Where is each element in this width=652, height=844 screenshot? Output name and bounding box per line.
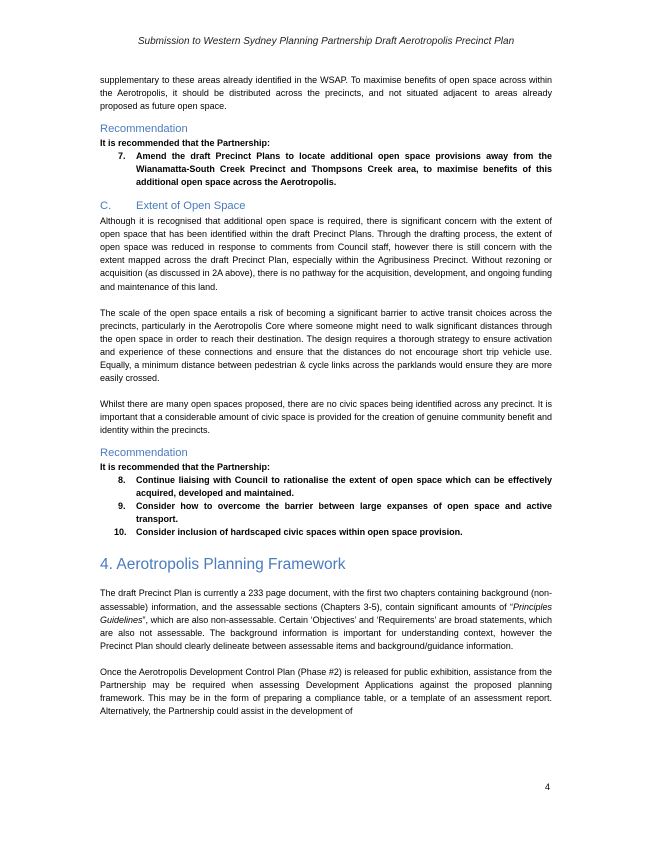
recommendation-list-2: [100, 474, 552, 539]
paragraph-text: The draft Precinct Plan is currently a 233 page document, with the first two chapters containing background (non-assessable) information, and the assessable sections (Chapters 3-5), contain significant amounts of “: [100, 588, 552, 612]
recommendation-text: Amend the draft Precinct Plans to locate additional open space provisions away from the Wianamatta-South Creek Precinct and Thompsons Creek area, to maximise benefits of this additional open space across the Aerotropolis.: [136, 150, 552, 187]
recommendation-number: 10.: [114, 527, 127, 538]
recommendation-item-10: [100, 526, 552, 539]
paragraph-development-control-plan: Once the Aerotropolis Development Control Plan (Phase #2) is released for public exhibition, assistance from the Partnership may be required when assessing Development Applications against the proposed planning framework. This may be in the form of preparing a compliance table, or a template of an assessment report. Alternatively, the Partnership could assist in the development of: [100, 666, 552, 717]
paragraph-open-space-distribution: supplementary to these areas already identified in the WSAP. To maximise benefits of open space across within the Aerotropolis, it should be distributed across the precincts, and not situated adjacent to areas already proposed as future open space.: [100, 75, 552, 112]
subheading-letter: C.: [100, 200, 112, 213]
recommendation-heading-2: Recommendation: [100, 447, 188, 460]
recommendation-number: 8.: [118, 474, 126, 485]
recommendation-heading-1: Recommendation: [100, 123, 188, 136]
recommendation-item-9: [100, 500, 552, 526]
paragraph-extent-concern: Although it is recognised that additional open space is required, there is significant concern with the extent of open space that has been identified within the draft Precinct Plans. Through the drafting process, the extent of open space was reduced in response to comments from Council staff, however there is still concern with the extent mapped across the draft Precinct Plan, especially within the Agribusiness Precinct. Without rezoning or acquisition (as discussed in 2A above), there is no pathway for the acquisition, development, and ongoing funding and maintenance of this land.: [100, 216, 552, 292]
recommendation-list-1: [100, 150, 552, 189]
recommendation-text: Consider how to overcome the barrier between large expanses of open space and active transport.: [136, 501, 552, 525]
recommendation-number: 7.: [118, 150, 126, 161]
recommendation-intro-1: It is recommended that the Partnership:: [100, 138, 271, 149]
italic-term: Principles Guidelines: [100, 601, 552, 625]
recommendation-text: Consider inclusion of hardscaped civic spaces within open space provision.: [136, 527, 463, 538]
document-body: [100, 74, 552, 718]
recommendation-intro-2: It is recommended that the Partnership:: [100, 462, 271, 473]
paragraph-civic-spaces: Whilst there are many open spaces proposed, there are no civic spaces being identified across any precinct. It is important that a considerable amount of civic space is provided for the creation of genuine community benefit and identity within the precincts.: [100, 399, 552, 436]
page-header: Submission to Western Sydney Planning Partnership Draft Aerotropolis Precinct Plan: [137, 36, 515, 47]
recommendation-item-8: [100, 474, 552, 500]
section-heading-planning-framework: 4. Aerotropolis Planning Framework: [100, 556, 346, 574]
paragraph-precinct-plan-document: [100, 587, 552, 652]
recommendation-text: Continue liaising with Council to rationalise the extent of open space which can be effectively acquired, developed and maintained.: [136, 474, 552, 499]
subheading-extent-of-open-space: [100, 200, 552, 213]
recommendation-item-7: [100, 150, 552, 189]
paragraph-scale-barrier: The scale of the open space entails a risk of becoming a significant barrier to active transit choices across the precincts, particularly in the Aerotropolis Core where someone might need to walk significant distances through the open space in order to reach their destination. The design requires a thorough strategy to ensure activation and experience of these connections and ensure that the distances do not encourage short trip vehicle use. Equally, a minimum distance between pedestrian & cycle links across the parklands would ensure they are more easily crossed.: [100, 307, 552, 384]
subheading-title: Extent of Open Space: [136, 200, 246, 213]
page-number: 4: [545, 782, 551, 792]
paragraph-text: ”, which are also non-assessable. Certain ‘Objectives’ and ‘Requirements’ are broad statements, which are also not assessable. The background information is important for understanding context, however the Precinct Plan should clearly delineate between assessable items and background/guidance information.: [100, 614, 552, 651]
recommendation-number: 9.: [118, 501, 126, 512]
